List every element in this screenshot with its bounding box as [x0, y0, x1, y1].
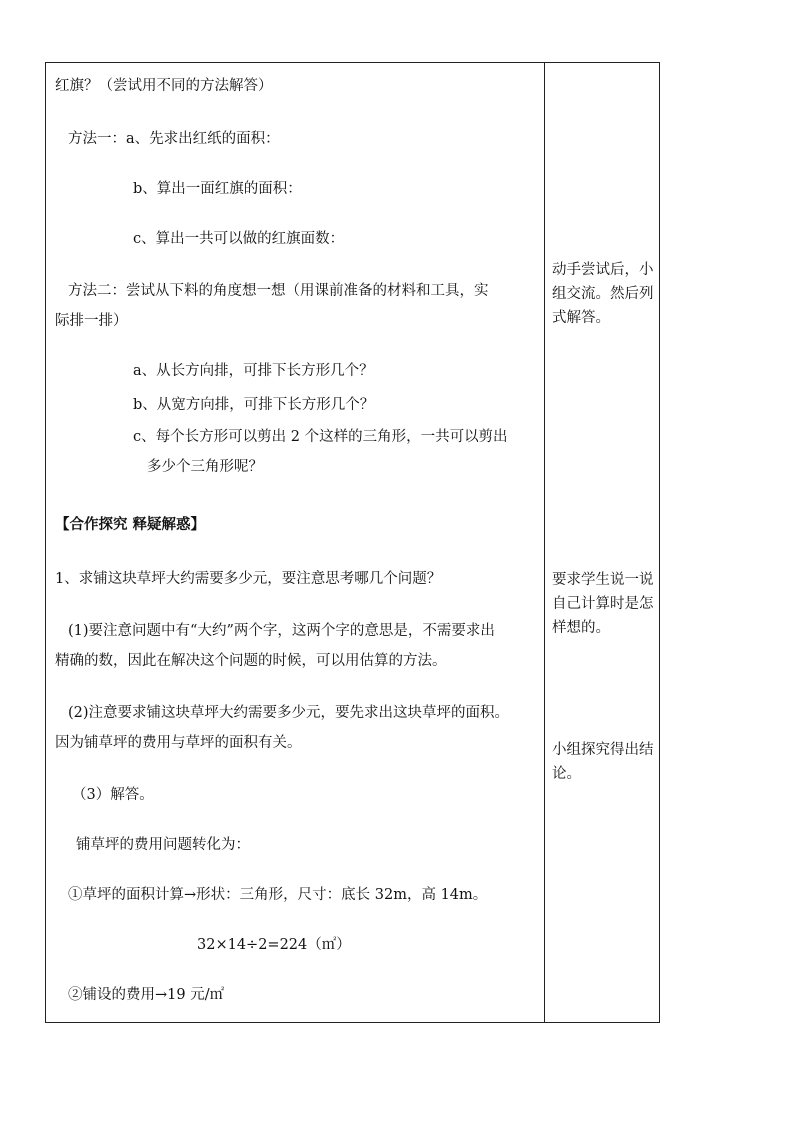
- formula: 32×14÷2=224（㎡）: [197, 937, 351, 953]
- method-two-step-c: c、每个长方形可以剪出 2 个这样的三角形，一共可以剪出: [133, 429, 508, 445]
- area-calc: ①草坪的面积计算→形状：三角形，尺寸：底长 32m，高 14m。: [68, 887, 488, 903]
- point-2-cont: 因为铺草坪的费用与草坪的面积有关。: [55, 735, 302, 751]
- method-one-step-b: b、算出一面红旗的面积：: [133, 181, 302, 197]
- side-note-1: 动手尝试后，小组交流。然后列式解答。: [552, 262, 654, 326]
- method-two-step-b: b、从宽方向排，可排下长方形几个？: [133, 397, 375, 413]
- method-two-step-c-cont: 多少个三角形呢？: [147, 459, 263, 475]
- question-1: 1、求铺这块草坪大约需要多少元，要注意思考哪几个问题？: [55, 571, 442, 587]
- method-one-step-c: c、算出一共可以做的红旗面数：: [133, 231, 345, 247]
- method-two-step-a: a、从长方向排，可排下长方形几个？: [133, 363, 374, 379]
- method-two: 方法二：尝试从下料的角度想一想（用课前准备的材料和工具，实: [68, 283, 489, 299]
- point-1-cont: 精确的数，因此在解决这个问题的时候，可以用估算的方法。: [55, 653, 447, 669]
- point-2: (2)注意要求铺这块草坪大约需要多少元，要先求出这块草坪的面积。: [68, 705, 510, 721]
- point-3: （3）解答。: [72, 787, 154, 803]
- point-1: (1)要注意问题中有“大约”两个字，这两个字的意思是，不需要求出: [68, 623, 495, 639]
- method-one: 方法一：a、先求出红纸的面积：: [68, 131, 280, 147]
- cost-line: ②铺设的费用→19 元/㎡: [68, 987, 225, 1003]
- lesson-table: [45, 62, 660, 1023]
- conversion-intro: 铺草坪的费用问题转化为：: [76, 837, 250, 853]
- method-two-cont: 际排一排）: [55, 313, 128, 329]
- column-divider: [544, 63, 545, 1022]
- side-note-2: 要求学生说一说自己计算时是怎样想的。: [552, 572, 654, 636]
- text-line: 红旗？（尝试用不同的方法解答）: [55, 78, 273, 94]
- section-heading: 【合作探究 释疑解惑】: [55, 516, 206, 533]
- side-note-3: 小组探究得出结论。: [552, 742, 654, 782]
